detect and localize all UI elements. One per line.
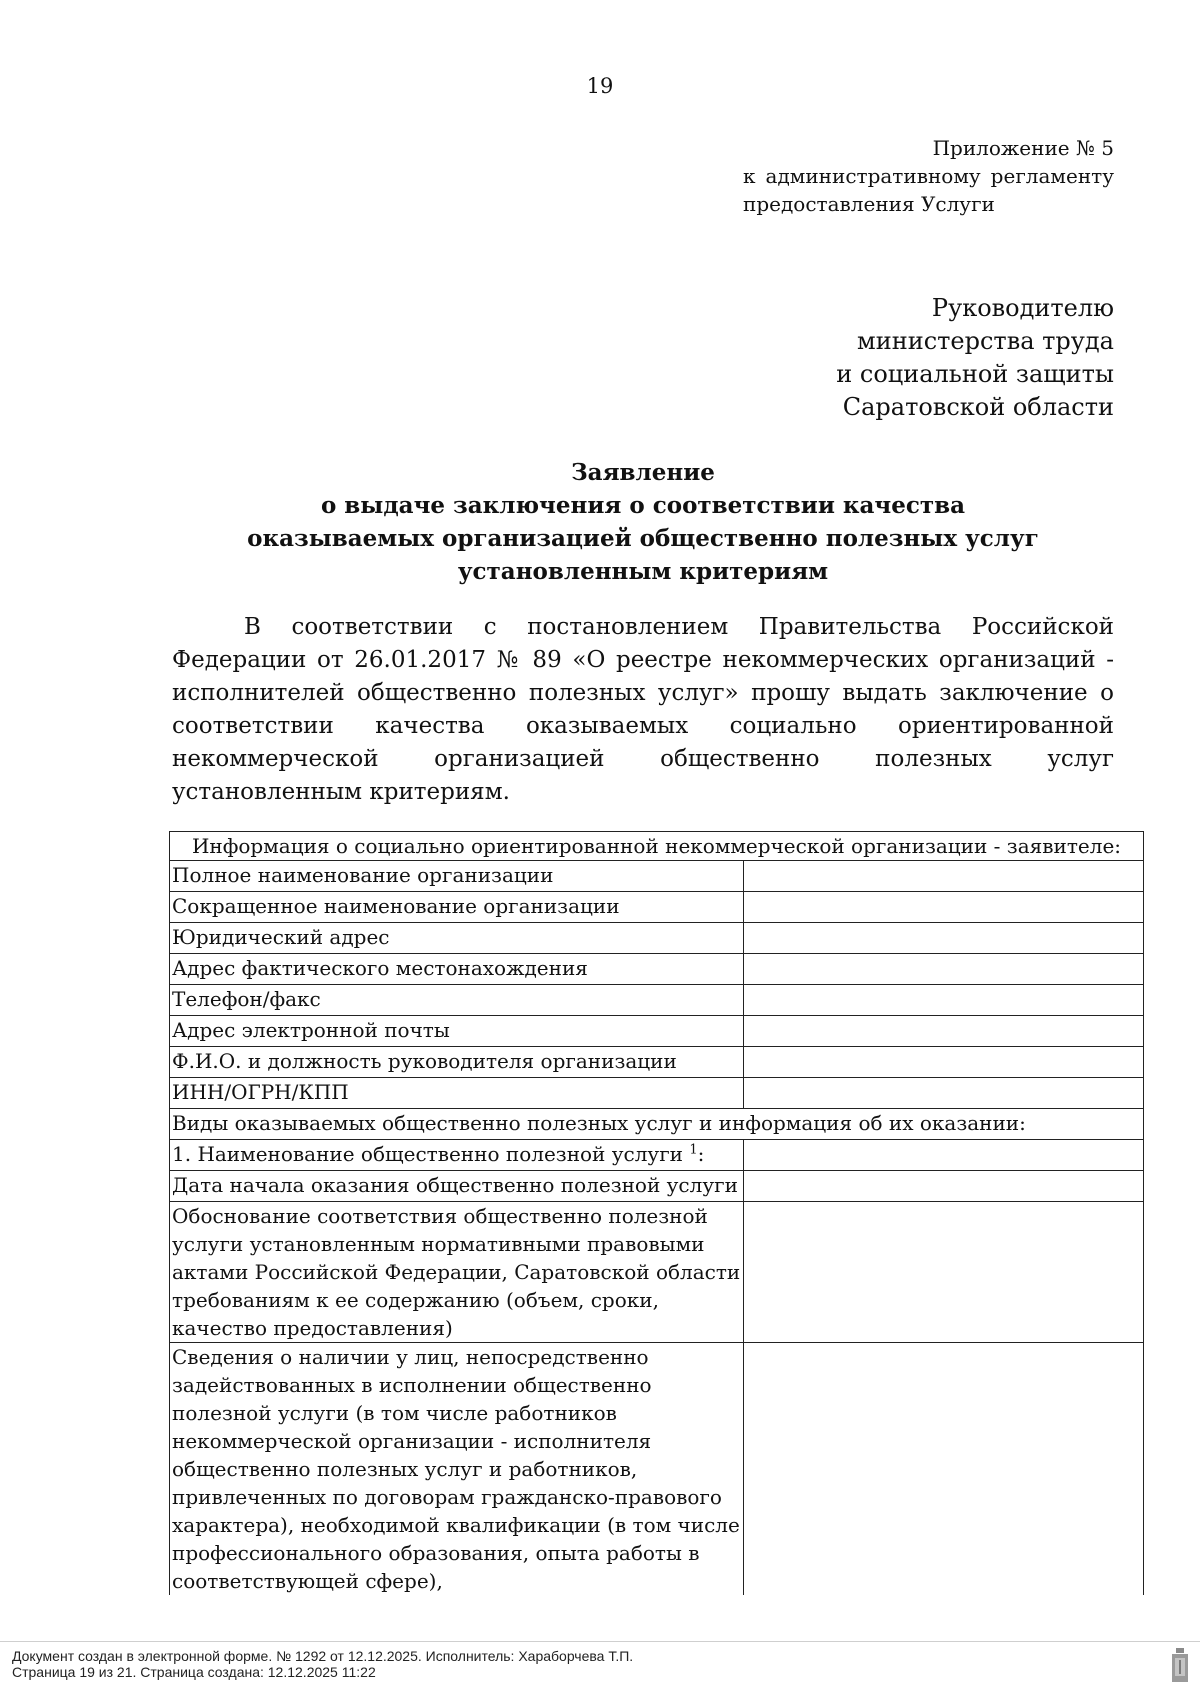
value-field[interactable] [744,1016,1144,1047]
value-field[interactable] [744,1171,1144,1202]
table-row [170,861,1144,892]
row-label: Сведения о наличии у лиц, непосредственно задействованных в исполнении общественно полезной услуги (в том числе работников некоммерческой организации - исполнителя общественно полезных услуг и работников, привлеченных по договорам гражданско-правового характера), необходимой квалификации (в том числе профессионального образования, опыта работы в соответствующей сфере), [170,1343,744,1596]
footer-divider [0,1641,1200,1642]
row-label: Полное наименование организации [170,861,744,892]
addressee-line: министерства труда [857,327,1114,355]
row-label: Юридический адрес [170,923,744,954]
addressee-block [836,292,1114,424]
value-field[interactable] [744,923,1144,954]
table-row [170,1171,1144,1202]
footer [12,1648,633,1680]
row-label: Сокращенное наименование организации [170,892,744,923]
body-paragraph: В соответствии с постановлением Правительства Российской Федерации от 26.01.2017 № 89 «О реестре некоммерческих организаций - исполнителей общественно полезных услуг» прошу выдать заключение о соответствии качества оказываемых социально ориентированной некоммерческой организацией общественно полезных услуг установленным критериям. [172,614,1114,805]
service-name-label [170,1140,744,1171]
row-label: ИНН/ОГРН/КПП [170,1078,744,1109]
table-row [170,1047,1144,1078]
value-field[interactable] [744,861,1144,892]
service-name-text: 1. Наименование общественно полезной услуги [172,1142,683,1166]
value-field[interactable] [744,892,1144,923]
annex-reference: к административному регламенту [743,164,1114,188]
coat-of-arms-icon [1170,1648,1190,1682]
annex-service: предоставления Услуги [743,192,995,216]
addressee-line: Саратовской области [842,393,1114,421]
row-label: Ф.И.О. и должность руководителя организации [170,1047,744,1078]
footnote-mark[interactable]: 1 [689,1142,698,1158]
annex-block [743,134,1114,218]
service-name-suffix: : [697,1142,705,1166]
table-row [170,1202,1144,1343]
addressee-line: и социальной защиты [836,360,1114,388]
row-label: Адрес фактического местонахождения [170,954,744,985]
table-row [170,1078,1144,1109]
document-title [172,456,1114,588]
table-row [170,1016,1144,1047]
table-row [170,954,1144,985]
table-row [170,985,1144,1016]
applicant-info-table [169,831,1144,1595]
title-line: оказываемых организацией общественно полезных услуг [247,525,1039,552]
row-label: Адрес электронной почты [170,1016,744,1047]
title-line: о выдаче заключения о соответствии качества [320,492,966,519]
addressee-line: Руководителю [931,294,1114,322]
value-field[interactable] [744,1078,1144,1109]
table-header: Информация о социально ориентированной некоммерческой организации - заявителе: [170,832,1144,861]
footer-line-1: Документ создан в электронной форме. № 1292 от 12.12.2025. Исполнитель: Хараборчева Т.П. [12,1648,634,1664]
table-row [170,892,1144,923]
value-field[interactable] [744,1343,1144,1596]
table-row [170,1140,1144,1171]
services-header: Виды оказываемых общественно полезных услуг и информация об их оказании: [170,1109,1144,1140]
value-field[interactable] [744,1202,1144,1343]
page-number: 19 [586,74,614,98]
row-label: Телефон/факс [170,985,744,1016]
table-row [170,1343,1144,1596]
value-field[interactable] [744,1140,1144,1171]
value-field[interactable] [744,954,1144,985]
table-row [170,923,1144,954]
title-line: Заявление [571,459,715,486]
title-line: установленным критериям [457,558,829,585]
annex-number: Приложение № 5 [932,136,1114,160]
row-label: Дата начала оказания общественно полезной услуги [170,1171,744,1202]
value-field[interactable] [744,1047,1144,1078]
value-field[interactable] [744,985,1144,1016]
row-label: Обоснование соответствия общественно полезной услуги установленным нормативными правовыми актами Российской Федерации, Саратовской области требованиям к ее содержанию (объем, сроки, качество предоставления) [170,1202,744,1343]
footer-line-2: Страница 19 из 21. Страница создана: 12.12.2025 11:22 [12,1664,376,1680]
